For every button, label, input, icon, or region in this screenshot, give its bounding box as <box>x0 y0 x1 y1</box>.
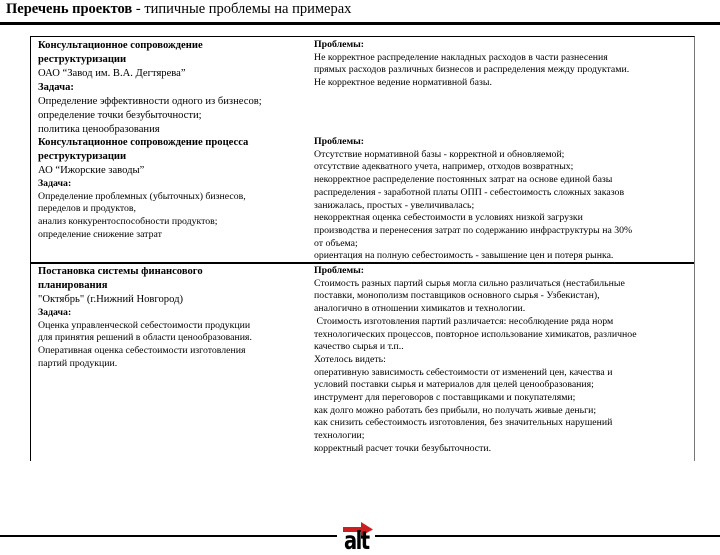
task-line: партий продукции. <box>38 357 118 369</box>
task-line: для принятия решений в области ценообразования. <box>38 332 252 344</box>
task-line: определение точки безубыточности; <box>38 110 202 121</box>
problem-line: распределения - заработной платы ОПП - себестоимость сложных заказов <box>314 186 625 198</box>
problem-line: Не корректное ведение нормативной базы. <box>314 77 492 89</box>
problem-line: как долго можно работать без прибыли, но получать живые деньги; <box>314 404 597 416</box>
project-title: Постановка системы финансового планирования <box>38 266 203 291</box>
problem-line: корректный расчет точки безубыточности. <box>314 442 492 454</box>
client-name: "Октябрь" (г.Нижний Новгород) <box>38 294 183 305</box>
problem-line: некорректное распределение постоянных затрат на основе единой базы <box>314 174 613 186</box>
task-label: Задача: <box>38 307 72 318</box>
problem-line: аналогично в отношении химикатов и технологии. <box>314 303 526 315</box>
problem-line: от объема; <box>314 237 358 249</box>
problem-line: поставки, монополизм поставщиков основного сырья - Узбекистан), <box>314 290 600 302</box>
problem-line: технологических процессов, повторное использование химикатов, различное <box>314 328 637 340</box>
project-description <box>38 39 308 137</box>
project-title: Консультационное сопровождение процесса реструктуризации <box>38 137 249 162</box>
footer-rule-right <box>375 535 720 537</box>
problem-line: качество сырья и т.п.. <box>314 341 404 353</box>
problem-line: прямых расходов различных бизнесов и распределения между продуктами. <box>314 64 630 76</box>
problem-line: условий поставки сырья и материалов для целей ценообразования; <box>314 379 594 391</box>
problem-line: производства и перенесения затрат по содержанию инфраструктуры на 30% <box>314 224 633 236</box>
project-title: Консультационное сопровождение реструктуризации <box>38 40 203 65</box>
project-problems <box>314 136 692 263</box>
client-name: ОАО “Завод им. В.А. Дегтярева” <box>38 68 186 79</box>
problems-label: Проблемы: <box>314 39 365 50</box>
problems-label: Проблемы: <box>314 265 365 276</box>
row-divider <box>31 262 694 264</box>
problem-line: как снизить себестоимость изготовления, без значительных нарушений <box>314 417 613 429</box>
task-line: определение снижение затрат <box>38 228 162 240</box>
project-description <box>38 136 308 242</box>
problem-line: Отсутствие нормативной базы - корректной и обновляемой; <box>314 148 565 160</box>
logo-text: alt <box>344 526 369 555</box>
problems-label: Проблемы: <box>314 136 365 147</box>
header-rule <box>0 22 720 25</box>
problem-line: оперативную зависимость себестоимости от изменений цен, качества и <box>314 366 613 378</box>
page-title: Перечень проектов <box>6 1 133 17</box>
projects-table <box>30 36 695 461</box>
problem-line: занижалась, простых - увеличивалась; <box>314 199 475 211</box>
task-line: анализ конкурентоспособности продуктов; <box>38 216 218 228</box>
wish-label: Хотелось видеть: <box>314 353 386 365</box>
problem-line: Стоимость изготовления партий различается: несоблюдение ряда норм <box>314 315 614 327</box>
problem-line: Стоимость разных партий сырья могла сильно различаться (нестабильные <box>314 277 625 289</box>
footer-rule-left <box>0 535 337 537</box>
task-line: Определение эффективности одного из бизнесов; <box>38 96 262 107</box>
problem-line: отсутствие адекватного учета, например, отходов возвратных; <box>314 161 574 173</box>
page-header <box>6 1 351 18</box>
task-line: Оценка управленческой себестоимости продукции <box>38 319 251 331</box>
task-line: Определение проблемных (убыточных) бизнесов, <box>38 190 246 202</box>
problem-line: технологии; <box>314 430 365 442</box>
page-subtitle: - типичные проблемы на примерах <box>132 1 352 17</box>
task-line: политика ценообразования <box>38 124 160 135</box>
task-label: Задача: <box>38 178 72 189</box>
problem-line: ориентация на полную себестоимость - завышение цен и потеря рынка. <box>314 250 614 262</box>
task-line: переделов и продуктов, <box>38 203 136 215</box>
task-line: Оперативная оценка себестоимости изготовления <box>38 345 246 357</box>
client-name: АО “Ижорские заводы” <box>38 165 145 176</box>
project-problems <box>314 39 692 90</box>
project-description <box>38 265 308 371</box>
company-logo <box>343 522 373 555</box>
problem-line: Не корректное распределение накладных расходов в части разнесения <box>314 51 608 63</box>
problem-line: инструмент для переговоров с поставщиками и покупателями; <box>314 392 576 404</box>
task-label: Задача: <box>38 82 74 93</box>
problem-line: некорректная оценка себестоимости в условиях низкой загрузки <box>314 212 583 224</box>
project-problems <box>314 265 692 456</box>
